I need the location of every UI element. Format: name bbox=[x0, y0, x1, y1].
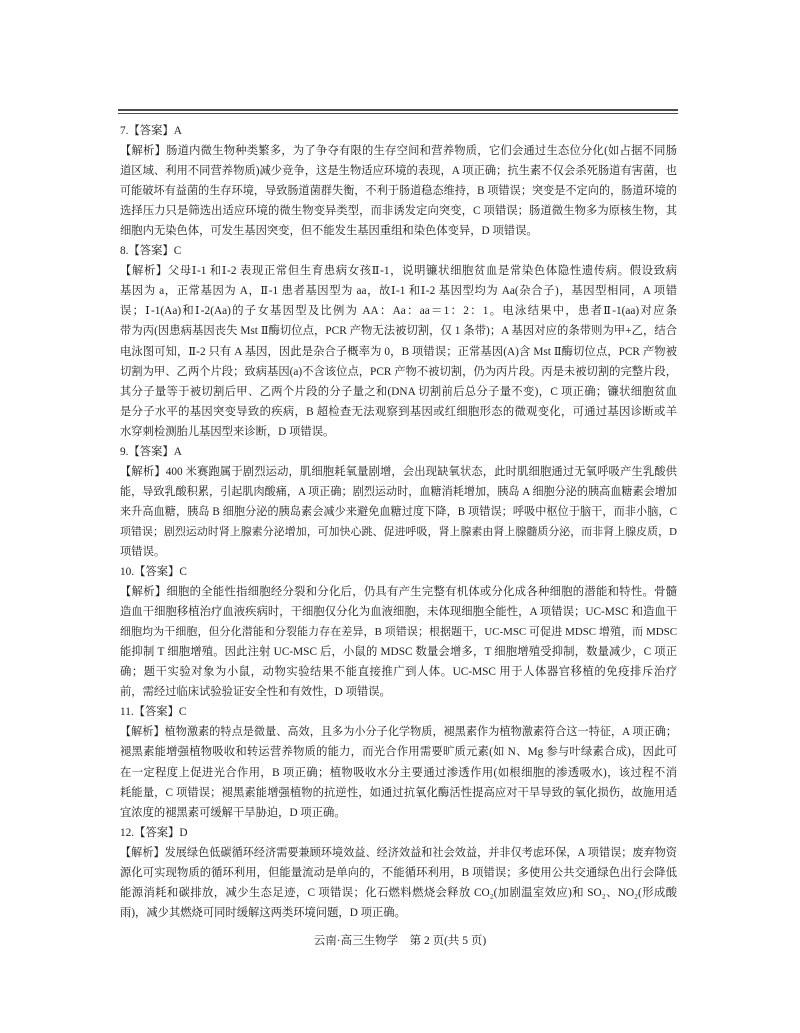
answer-item bbox=[120, 121, 677, 241]
analysis-line: 宜浓度的褪黑素可缓解干旱胁迫，D 项正确。 bbox=[120, 806, 346, 819]
answer-label: 【答案】 bbox=[128, 245, 174, 258]
analysis-line: 能源消耗和碳排放，减少生态足迹，C 项错误；化石燃料燃烧会释放 CO₂(加剧温室效应)和 SO₂、NO₂(形成酸 bbox=[120, 886, 677, 899]
analysis-line: 【解析】细胞的全能性指细胞经分裂和分化后，仍具有产生完整有机体或分化成各种细胞的潜能和特性。骨髓 bbox=[120, 586, 677, 599]
analysis-line: 确；题干实验对象为小鼠，动物实验结果不能直接推广到人体。UC-MSC 用于人体器官移植的免疫排斥治疗 bbox=[120, 666, 677, 679]
answer-list bbox=[120, 121, 677, 923]
answer-choice: C bbox=[173, 245, 182, 258]
analysis-line: 在一定程度上促进光合作用，B 项正确；植物吸收水分主要通过渗透作用(如根细胞的渗透吸水)，该过程不消 bbox=[120, 766, 677, 779]
analysis-line: 细胞内无染色体，可发生基因突变，但不能发生基因重组和染色体变异，D 项错误。 bbox=[120, 225, 538, 238]
question-number: 8. bbox=[120, 245, 129, 258]
analysis-line: 切割为甲、乙两个片段；致病基因(a)不含该位点，PCR 产物不被切割，仍为丙片段。丙是未被切割的完整片段， bbox=[120, 365, 677, 378]
question-number: 10. bbox=[120, 566, 135, 579]
analysis-line: 道区域、利用不同营养物质)减少竞争，这是生物适应环境的表现，A 项正确；抗生素不仅会杀死肠道有害菌，也 bbox=[120, 165, 677, 178]
answer-item bbox=[120, 823, 677, 923]
answer-line bbox=[120, 121, 677, 141]
answer-item bbox=[120, 562, 677, 702]
answer-label: 【答案】 bbox=[128, 445, 174, 458]
analysis-line: 其分子量等于被切割后甲、乙两个片段的分子量之和(DNA 切割前后总分子量不变)，C 项正确；镰状细胞贫血 bbox=[120, 385, 677, 398]
analysis-line: 前，需经过临床试验验证安全性和有效性，D 项错误。 bbox=[120, 686, 391, 699]
analysis-line: 褪黑素能增强植物吸收和转运营养物质的能力，而光合作用需要旷质元素(如 N、Mg 参与叶绿素合成)，因此可 bbox=[120, 746, 677, 759]
analysis-line: 选择压力只是筛选出适应环境的微生物变异类型，而非诱发定向突变，C 项错误；肠道微生物多为原核生物，其 bbox=[120, 205, 677, 218]
analysis-line: 能抑制 T 细胞增殖。因此注射 UC-MSC 后，小鼠的 MDSC 数量会增多，T 细胞增殖受抑制，数量减少，C 项正 bbox=[120, 646, 677, 659]
analysis-line: 误；Ⅰ-1(Aa)和Ⅰ-2(Aa)的子女基因型及比例为 AA：Aa：aa＝1：2：1。电泳结果中，患者Ⅱ-1(aa)对应条 bbox=[120, 305, 677, 318]
analysis-line: 项错误；剧烈运动时肾上腺素分泌增加，可加快心跳、促进呼吸，肾上腺素由肾上腺髓质分泌，而非肾上腺皮质，D bbox=[120, 525, 677, 538]
analysis-line: 【解析】400 米赛跑属于剧烈运动，肌细胞耗氧量剧增，会出现缺氧状态，此时肌细胞通过无氧呼吸产生乳酸供 bbox=[120, 465, 677, 478]
analysis-line: 耗能量，C 项错误；褪黑素能增强植物的抗逆性，如通过抗氧化酶活性提高应对干旱导致的氧化损伤，故施用适 bbox=[120, 786, 677, 799]
page-footer: 云南·高三生物学 第 2 页(共 5 页) bbox=[313, 935, 487, 947]
analysis-line: 基因为 a，正常基因为 A，Ⅱ-1 患者基因型为 aa，故Ⅰ-1 和Ⅰ-2 基因型均为 Aa(杂合子)，基因型相同，A 项错 bbox=[120, 285, 677, 298]
analysis-line: 【解析】肠道内微生物种类繁多，为了争夺有限的生存空间和营养物质，它们会通过生态位分化(如占据不同肠 bbox=[120, 145, 677, 158]
question-number: 7. bbox=[120, 125, 129, 137]
answer-choice: C bbox=[179, 566, 187, 579]
question-number: 12. bbox=[120, 826, 135, 839]
analysis-line: 源化可实现物质的循环利用，但能量流动是单向的，不能循环利用，B 项错误；多使用公共交通绿色出行会降低 bbox=[120, 866, 677, 879]
analysis-line: 可能破坏有益菌的生存环境，导致肠道菌群失衡，不利于肠道稳态维持，B 项错误；突变是不定向的，肠道环境的 bbox=[120, 185, 677, 198]
answer-line bbox=[120, 562, 677, 582]
analysis-line: 造血干细胞移植治疗血液疾病时，干细胞仅分化为血液细胞，未体现细胞全能性，A 项错误；UC-MSC 和造血干 bbox=[120, 606, 677, 619]
analysis-line: 项错误。 bbox=[120, 545, 166, 558]
analysis-line: 电泳图可知，Ⅱ-2 只有 A 基因，因此是杂合子概率为 0，B 项错误；正常基因(A)含 Mst Ⅱ酶切位点，PCR 产物被 bbox=[120, 345, 677, 358]
answer-label: 【答案】 bbox=[128, 125, 174, 137]
answer-label: 【答案】 bbox=[134, 566, 180, 579]
analysis-line: 【解析】发展绿色低碳循环经济需要兼顾环境效益、经济效益和社会效益，并非仅考虑环保，A 项错误；废弃物资 bbox=[120, 846, 677, 859]
answer-item bbox=[120, 442, 677, 562]
answer-line bbox=[120, 442, 677, 462]
answer-item bbox=[120, 702, 677, 822]
header-double-rule bbox=[118, 109, 678, 114]
answer-choice: C bbox=[178, 706, 187, 719]
analysis-line: 是分子水平的基因突变导致的疾病，B 超检查无法观察到基因或红细胞形态的微观变化，可通过基因诊断或羊 bbox=[120, 405, 677, 418]
analysis-line: 能，导致乳酸积累，引起肌肉酸痛，A 项正确；剧烈运动时，血糖消耗增加，胰岛 A 细胞分泌的胰高血糖素会增加 bbox=[120, 485, 677, 498]
answer-choice: D bbox=[179, 826, 188, 839]
answer-choice: A bbox=[173, 445, 182, 458]
analysis-line: 来升高血糖，胰岛 B 细胞分泌的胰岛素会减少来避免血糖过度下降，B 项错误；呼吸中枢位于脑干，而非小脑，C bbox=[120, 505, 677, 518]
analysis-line: 雨)，减少其燃烧可同时缓解这两类环境问题，D 项正确。 bbox=[120, 906, 406, 919]
answer-line bbox=[120, 241, 677, 261]
answer-label: 【答案】 bbox=[134, 826, 180, 839]
answer-line bbox=[120, 702, 677, 722]
answer-line bbox=[120, 823, 677, 843]
question-number: 11. bbox=[120, 706, 134, 719]
answer-label: 【答案】 bbox=[133, 706, 179, 719]
answer-choice: A bbox=[173, 125, 182, 137]
analysis-line: 细胞均为干细胞，但分化潜能和分裂能力存在差异，B 项错误；根据题干，UC-MSC 可促进 MDSC 增殖，而 MDSC bbox=[120, 626, 677, 639]
analysis-line: 【解析】植物激素的特点是微量、高效，且多为小分子化学物质，褪黑素作为植物激素符合这一特征，A 项正确； bbox=[120, 726, 677, 739]
analysis-line: 【解析】父母Ⅰ-1 和Ⅰ-2 表现正常但生育患病女孩Ⅱ-1，说明镰状细胞贫血是常染色体隐性遗传病。假设致病 bbox=[120, 265, 677, 278]
analysis-line: 水穿刺检测胎儿基因型来诊断，D 项错误。 bbox=[120, 425, 335, 438]
analysis-line: 带为丙(因患病基因丧失 Mst Ⅱ酶切位点，PCR 产物无法被切割，仅 1 条带)；A 基因对应的条带则为甲+乙，结合 bbox=[120, 325, 677, 338]
question-number: 9. bbox=[120, 445, 129, 458]
answer-item bbox=[120, 241, 677, 441]
